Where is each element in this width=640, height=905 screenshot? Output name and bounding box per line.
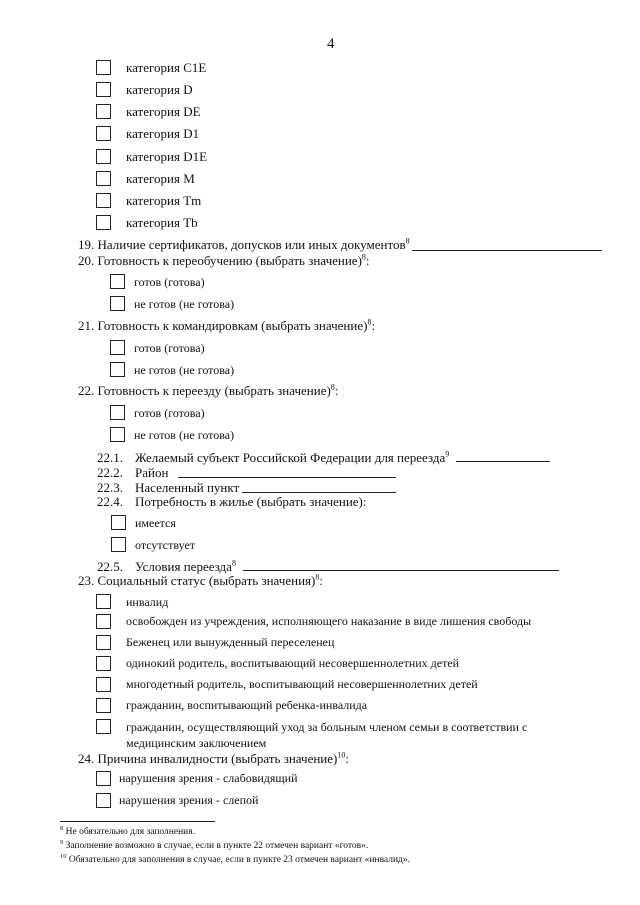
status-checkbox[interactable]	[96, 719, 111, 734]
footnote-mark: 9	[60, 838, 64, 846]
category-label: категория DE	[126, 104, 201, 119]
question-21-text: 21. Готовность к командировкам (выбрать значение)	[78, 318, 368, 333]
status-label: гражданин, воспитывающий ребенка-инвалида	[126, 698, 368, 712]
status-checkbox[interactable]	[96, 698, 111, 713]
footnote-ref: 9	[445, 449, 450, 459]
category-checkbox[interactable]	[96, 149, 111, 164]
question-23	[78, 573, 323, 589]
question-22-text: 22. Готовность к переезду (выбрать значение)	[78, 383, 331, 398]
question-22-colon: :	[334, 383, 339, 398]
option-label: нарушения зрения - слабовидящий	[119, 771, 298, 785]
category-label: категория Tb	[126, 215, 198, 230]
locality-label: Населенный пункт	[135, 480, 240, 495]
question-20	[78, 253, 370, 269]
option-label: готов (готова)	[134, 275, 205, 289]
question-21	[78, 318, 375, 334]
category-checkbox[interactable]	[96, 82, 111, 97]
option-label: не готов (не готова)	[134, 428, 235, 442]
desired-region-field[interactable]	[456, 461, 550, 462]
status-label: многодетный родитель, воспитывающий несовершеннолетних детей	[126, 677, 478, 691]
status-label: гражданин, осуществляющий уход за больным членом семьи в соответствии с медицинским заключением	[126, 720, 528, 750]
subitem-number: 22.2.	[97, 465, 123, 480]
footnote-text: Обязательно для заполнения в случае, если в пункте 23 отмечен вариант «инвалид».	[68, 855, 411, 865]
question-23-colon: :	[319, 573, 323, 588]
footnote-text: Заполнение возможно в случае, если в пункте 22 отмечен вариант «готов».	[65, 841, 369, 851]
relocation-conditions-field[interactable]	[243, 570, 559, 571]
status-checkbox[interactable]	[96, 594, 111, 609]
question-24	[78, 751, 349, 767]
retraining-ready-checkbox[interactable]	[110, 274, 125, 289]
question-24-text: 24. Причина инвалидности (выбрать значение)	[78, 751, 338, 766]
subitem-number: 22.5.	[97, 559, 123, 574]
subitem-number: 22.1.	[97, 450, 123, 465]
footnote-ref: 8	[405, 236, 410, 246]
question-22	[78, 383, 338, 399]
relocation-conditions-text: Условия переезда	[135, 559, 232, 574]
footnote-ref: 8	[231, 558, 236, 568]
disability-cause-checkbox[interactable]	[96, 793, 111, 808]
housing-need-label: Потребность в жилье (выбрать значение):	[135, 494, 367, 509]
district-field[interactable]	[178, 477, 396, 478]
retraining-not-ready-checkbox[interactable]	[110, 296, 125, 311]
relocation-not-ready-checkbox[interactable]	[110, 427, 125, 442]
category-label: категория Tm	[126, 193, 202, 208]
question-19-text: 19. Наличие сертификатов, допусков или иных документов	[78, 237, 406, 252]
business-trip-ready-checkbox[interactable]	[110, 340, 125, 355]
footnote-ref: 8	[330, 382, 335, 392]
question-20-text: 20. Готовность к переобучению (выбрать значение)	[78, 253, 362, 268]
category-label: категория D1	[126, 126, 200, 141]
status-checkbox[interactable]	[96, 614, 111, 629]
footnote-10	[60, 852, 411, 865]
category-checkbox[interactable]	[96, 171, 111, 186]
page-number: 4	[327, 36, 335, 52]
category-checkbox[interactable]	[96, 104, 111, 119]
category-checkbox[interactable]	[96, 215, 111, 230]
option-label: не готов (не готова)	[134, 297, 235, 311]
option-label: готов (готова)	[134, 406, 205, 420]
footnote-ref: 8	[367, 317, 372, 327]
certificates-field[interactable]	[412, 250, 602, 251]
status-label: Беженец или вынужденный переселенец	[126, 635, 335, 649]
question-20-colon: :	[365, 253, 370, 268]
status-label: одинокий родитель, воспитывающий несовершеннолетних детей	[126, 656, 460, 670]
footnote-ref: 8	[315, 572, 320, 582]
housing-absent-checkbox[interactable]	[111, 537, 126, 552]
district-label: Район	[135, 465, 169, 480]
question-19	[78, 237, 410, 253]
footnote-mark: 10	[60, 852, 67, 860]
category-label: категория D	[126, 82, 193, 97]
category-checkbox[interactable]	[96, 126, 111, 141]
question-21-colon: :	[371, 318, 376, 333]
option-label: имеется	[135, 516, 176, 530]
footnote-8	[60, 824, 195, 837]
status-label: инвалид	[126, 595, 169, 609]
desired-region-text: Желаемый субъект Российской Федерации для переезда	[135, 450, 446, 465]
status-checkbox[interactable]	[96, 635, 111, 650]
desired-region-label	[135, 450, 449, 466]
footnote-mark: 8	[60, 824, 64, 832]
status-label: освобожден из учреждения, исполняющего наказание в виде лишения свободы	[126, 614, 532, 628]
option-label: не готов (не готова)	[134, 363, 235, 377]
footnote-ref: 10	[337, 750, 346, 760]
locality-field[interactable]	[242, 492, 396, 493]
footnote-9	[60, 838, 369, 851]
housing-available-checkbox[interactable]	[111, 515, 126, 530]
footnote-separator	[60, 821, 215, 822]
subitem-number: 22.4.	[97, 494, 123, 509]
option-label: готов (готова)	[134, 341, 205, 355]
footnote-text: Не обязательно для заполнения.	[65, 827, 195, 837]
category-label: категория M	[126, 171, 195, 186]
disability-cause-checkbox[interactable]	[96, 771, 111, 786]
option-label: нарушения зрения - слепой	[119, 793, 259, 807]
subitem-number: 22.3.	[97, 480, 123, 495]
category-checkbox[interactable]	[96, 60, 111, 75]
category-label: категория D1E	[126, 149, 208, 164]
category-checkbox[interactable]	[96, 193, 111, 208]
footnote-ref: 8	[361, 252, 366, 262]
status-checkbox[interactable]	[96, 677, 111, 692]
relocation-ready-checkbox[interactable]	[110, 405, 125, 420]
option-label: отсутствует	[135, 538, 196, 552]
question-23-text: 23. Социальный статус (выбрать значения)	[78, 573, 316, 588]
question-24-colon: :	[345, 751, 349, 766]
business-trip-not-ready-checkbox[interactable]	[110, 362, 125, 377]
status-checkbox[interactable]	[96, 656, 111, 671]
category-label: категория C1E	[126, 60, 207, 75]
